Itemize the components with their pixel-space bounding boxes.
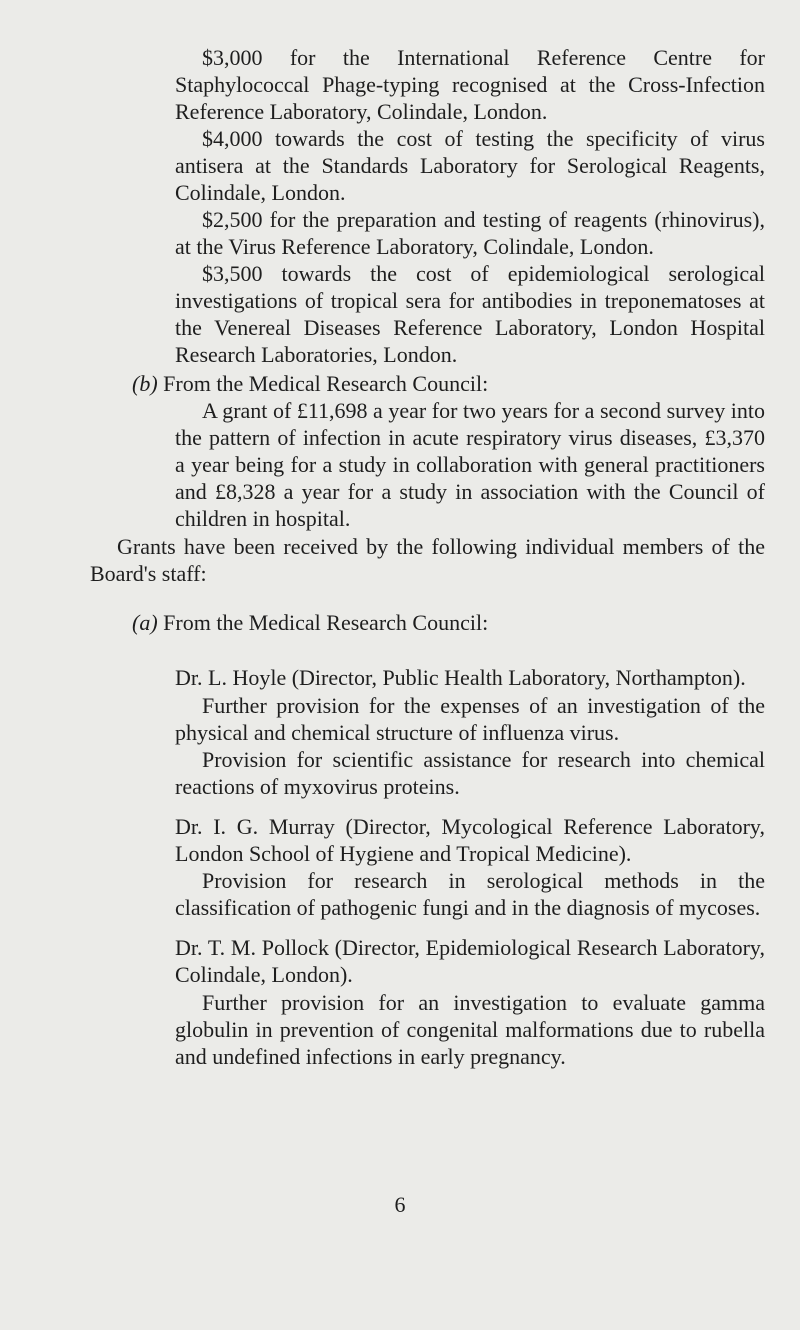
staff-grant-item: Further provision for an investigation to evaluate gamma globulin in prevention of congenital malformations due to rubella and undefined infections in early pregnancy. <box>175 990 765 1069</box>
section-b-text: A grant of £11,698 a year for two years for a second survey into the pattern of infection in acute respiratory virus diseases, £3,370 a year being for a study in collaboration with general practitioners and £8,328 a year for a study in association with the Council of children in hospital. <box>175 398 765 531</box>
grant-paragraph: $2,500 for the preparation and testing of reagents (rhinovirus), at the Virus Reference Laboratory, Colindale, London. <box>175 207 765 259</box>
grant-paragraph: $3,500 towards the cost of epidemiological serological investigations of tropical sera for antibodies in treponematoses at the Venereal Diseases Reference Laboratory, London Hospital Research Laboratories, London. <box>175 261 765 367</box>
staff-name: Dr. L. Hoyle (Director, Public Health Laboratory, Northampton). <box>175 665 746 690</box>
staff-grant-item: Provision for scientific assistance for research into chemical reactions of myxovirus proteins. <box>175 747 765 799</box>
grant-paragraph: $4,000 towards the cost of testing the specificity of virus antisera at the Standards Laboratory for Serological Reagents, Colindale, London. <box>175 126 765 205</box>
staff-name: Dr. I. G. Murray (Director, Mycological Reference Laboratory, London School of Hygiene and Tropical Medicine). <box>175 814 765 866</box>
page-number: 6 <box>394 1192 406 1217</box>
section-a-label: (a) <box>132 610 158 635</box>
staff-intro: Grants have been received by the following individual members of the Board's staff: <box>90 534 765 586</box>
section-a-title: From the Medical Research Council: <box>163 610 489 635</box>
section-a-heading <box>132 609 488 636</box>
staff-name: Dr. T. M. Pollock (Director, Epidemiological Research Laboratory, Colindale, London). <box>175 935 765 987</box>
grant-paragraph: $3,000 for the International Reference Centre for Staphylococcal Phage-typing recognised at the Cross-Infection Reference Laboratory, Colindale, London. <box>175 45 765 124</box>
section-b-title: From the Medical Research Council: <box>163 371 489 396</box>
section-b-label: (b) <box>132 371 158 396</box>
staff-grant-item: Provision for research in serological methods in the classification of pathogenic fungi and in the diagnosis of mycoses. <box>175 868 765 920</box>
section-b-heading <box>132 370 488 397</box>
staff-grant-item: Further provision for the expenses of an investigation of the physical and chemical structure of influenza virus. <box>175 693 765 745</box>
